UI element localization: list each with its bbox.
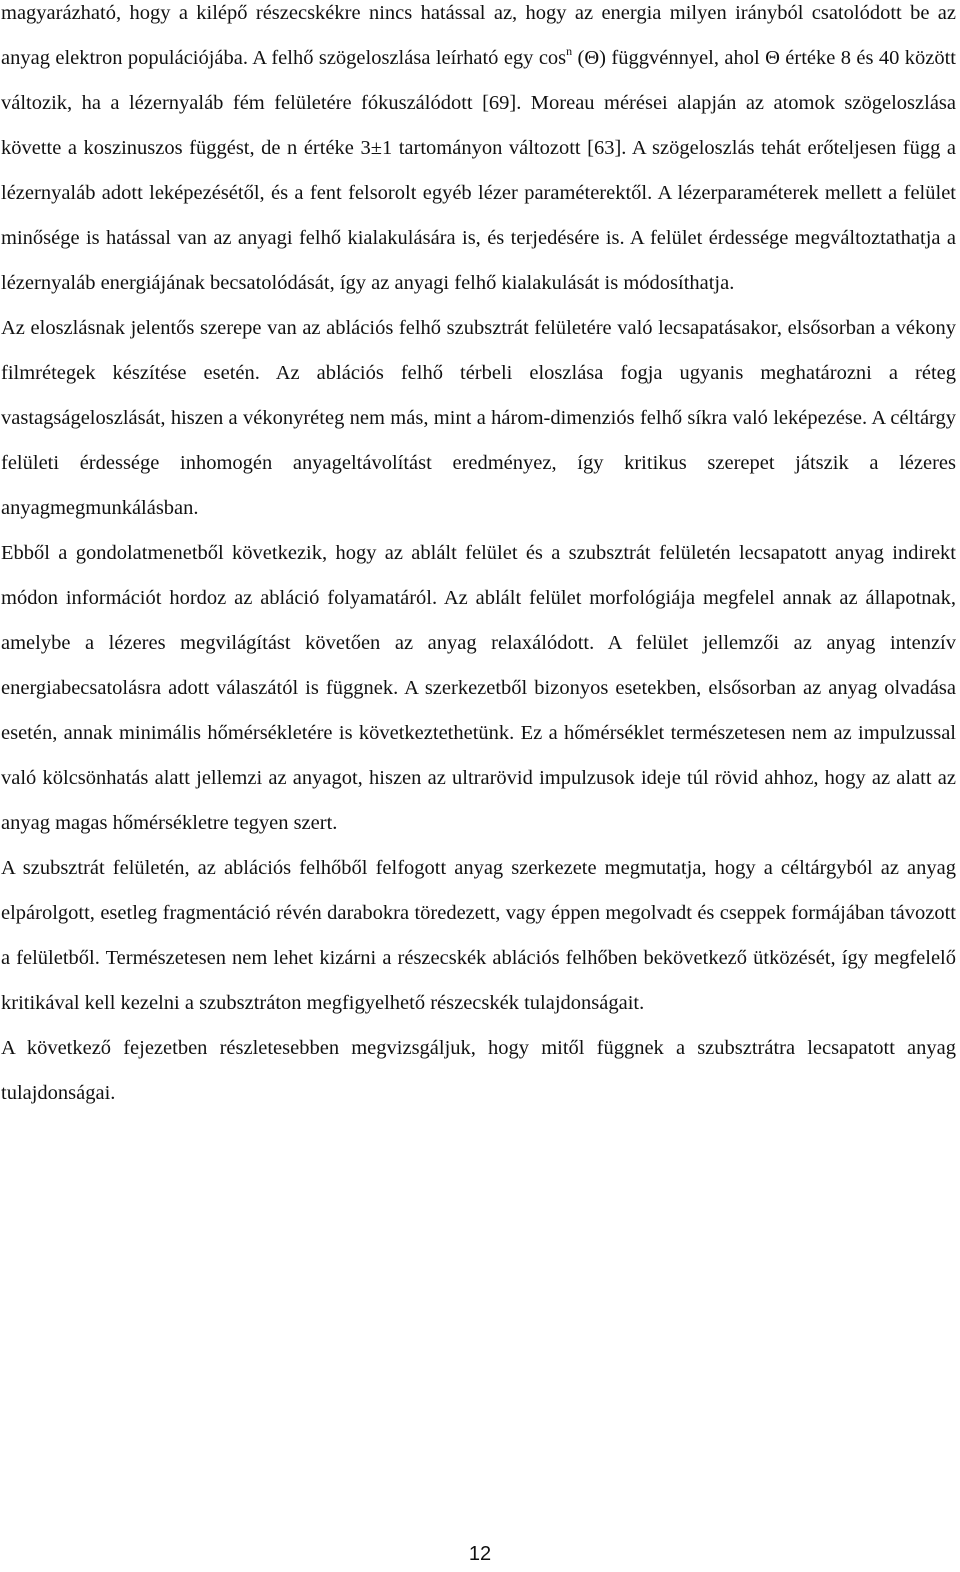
paragraph-5: A következő fejezetben részletesebben megvizsgáljuk, hogy mitől függnek a szubsztrátra lecsapatott anyag tulajdonságai.: [1, 1037, 956, 1104]
page-number: 12: [468, 1543, 492, 1565]
superscript-n: n: [566, 44, 573, 58]
paragraph-3: Ebből a gondolatmenetből következik, hogy az ablált felület és a szubsztrát felületén lecsapatott anyag indirekt módon információt hordoz az abláció folyamatáról. Az ablált felület morfológiája megfelel annak az állapotnak, amelybe a lézeres megvilágítást követően az anyag relaxálódott. A felület jellemzői az anyag intenzív energiabecsatolásra adott válaszától is függnek. A szerkezetből bizonyos esetekben, elsősorban az anyag olvadása esetén, annak minimális hőmérsékletére is következtethetünk. Ez a hőmérséklet természetesen nem az impulzussal való kölcsönhatás alatt jellemzi az anyagot, hiszen az ultrarövid impulzusok ideje túl rövid ahhoz, hogy az alatt az anyag magas hőmérsékletre tegyen szert.: [1, 542, 956, 834]
paragraph-1-text-after-superscript: (Θ) függvénnyel, ahol Θ értéke 8 és 40 között változik, ha a lézernyaláb fém felületére fókuszálódott [69]. Moreau mérései alapján az atomok szögeloszlása követte a koszinuszos függést, de n értéke 3±1 tartományon változott [63]. A szögeloszlás tehát erőteljesen függ a lézernyaláb adott leképezésétől, és a fent felsorolt egyéb lézer paraméterektől. A lézerparaméterek mellett a felület minősége is hatással van az anyagi felhő kialakulására is, és terjedésére is. A felület érdessége megváltoztathatja a lézernyaláb energiájának becsatolódását, így az anyagi felhő kialakulását is módosíthatja.: [1, 47, 956, 294]
paragraph-1: [1, 0, 956, 306]
body-text: [1, 0, 956, 1116]
paragraph-2: Az eloszlásnak jelentős szerepe van az ablációs felhő szubsztrát felületére való lecsapatásakor, elsősorban a vékony filmrétegek készítése esetén. Az ablációs felhő térbeli eloszlása fogja ugyanis meghatározni a réteg vastagságeloszlását, hiszen a vékonyréteg nem más, mint a három-dimenziós felhő síkra való leképezése. A céltárgy felületi érdessége inhomogén anyageltávolítást eredményez, így kritikus szerepet játszik a lézeres anyagmegmunkálásban.: [1, 317, 956, 519]
paragraph-1-text-before-superscript: magyarázható, hogy a kilépő részecskékre nincs hatással az, hogy az energia milyen irányból csatolódott be az anyag elektron populációjába. A felhő szögeloszlása leírható egy cos: [1, 2, 956, 69]
paragraph-4: A szubsztrát felületén, az ablációs felhőből felfogott anyag szerkezete megmutatja, hogy a céltárgyból az anyag elpárolgott, esetleg fragmentáció révén darabokra töredezett, vagy éppen megolvadt és cseppek formájában távozott a felületből. Természetesen nem lehet kizárni a részecskék ablációs felhőben bekövetkező ütközését, így megfelelő kritikával kell kezelni a szubsztráton megfigyelhető részecskék tulajdonságait.: [1, 857, 956, 1014]
